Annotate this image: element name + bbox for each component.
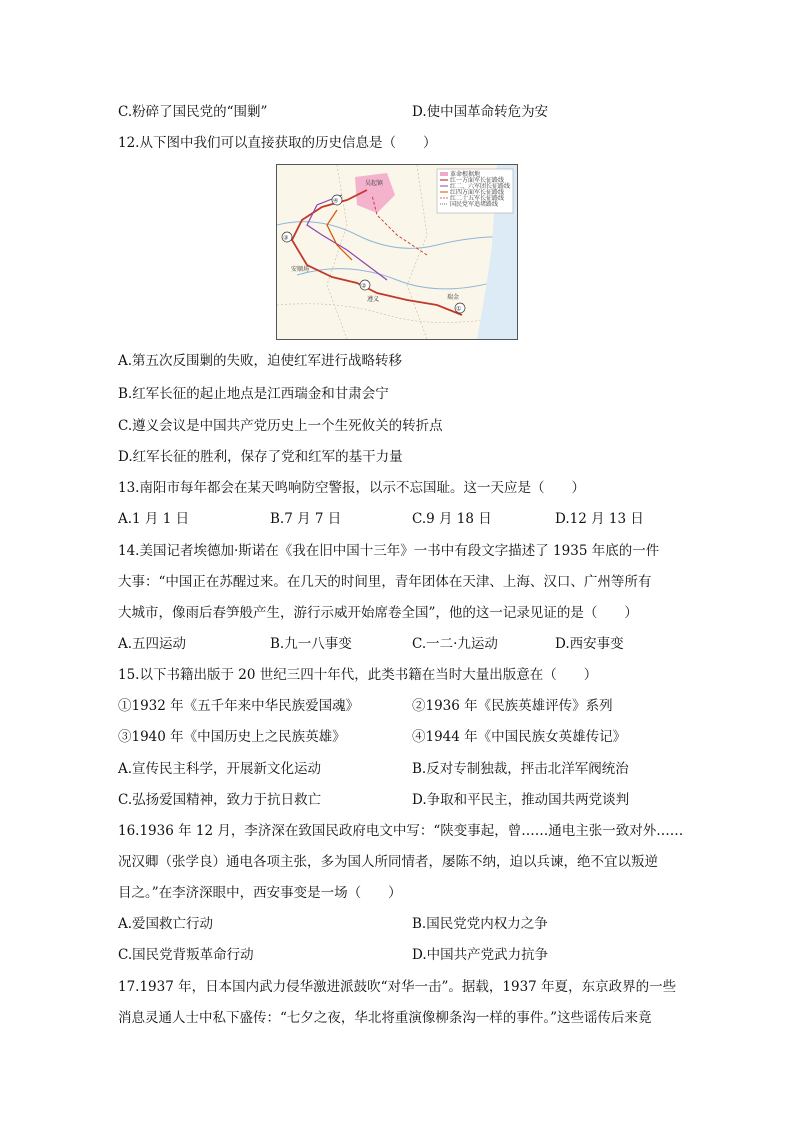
q11-option-c: C.粉碎了国民党的“围剿” — [118, 104, 268, 120]
q15-option-a: A.宣传民主科学，开展新文化运动 — [118, 761, 322, 777]
q12-stem: 12.从下图中我们可以直接获取的历史信息是（ ） — [118, 135, 437, 151]
q12-option-b: B.红军长征的起止地点是江西瑞金和甘肃会宁 — [118, 386, 389, 402]
q14-line-2: 大事：“中国正在苏醒过来。在几天的时间里，青年团体在天津、上海、汉口、广州等所有 — [118, 574, 652, 590]
long-march-map — [276, 164, 518, 340]
legend-1: 红一方面军长征路线 — [450, 177, 505, 184]
legend-3: 红四方面军长征路线 — [450, 189, 505, 196]
q12-option-a: A.第五次反围剿的失败，迫使红军进行战略转移 — [118, 353, 403, 369]
q14-line-1: 14.美国记者埃德加·斯诺在《我在旧中国十三年》一书中有段文字描述了 1935 年底的一件 — [118, 543, 660, 559]
q16-option-a: A.爱国救亡行动 — [118, 916, 214, 932]
q16-line-1: 16.1936 年 12 月，李济深在致国民政府电文中写：“陕变事起，曾……通电主张一致对外…… — [118, 823, 684, 839]
q15-item-1: ①1932 年《五千年来中华民族爱国魂》 — [118, 698, 360, 714]
q14-option-d: D.西安事变 — [555, 636, 624, 652]
q13-option-d: D.12 月 13 日 — [555, 511, 644, 527]
q12-option-d: D.红军长征的胜利，保存了党和红军的基干力量 — [118, 449, 403, 465]
q15-item-3: ③1940 年《中国历史上之民族英雄》 — [118, 729, 346, 745]
marker-3: ③ — [283, 234, 289, 242]
q13-option-c: C.9 月 18 日 — [412, 511, 492, 527]
legend-2: 红二、六军团长征路线 — [450, 183, 511, 190]
label-wuqi: 吴起镇 — [365, 180, 384, 187]
q14-option-c: C.一二·九运动 — [412, 636, 498, 652]
label-zunyi: 遵义 — [367, 296, 380, 303]
marker-2: ② — [361, 282, 367, 290]
label-ruijin: 瑞金 — [447, 294, 460, 301]
q15-item-2: ②1936 年《民族英雄评传》系列 — [412, 698, 613, 714]
q13-option-a: A.1 月 1 日 — [118, 511, 190, 527]
q15-item-4: ④1944 年《中国民族女英雄传记》 — [412, 729, 627, 745]
legend-0: 革命根据地 — [450, 171, 481, 178]
q16-option-b: B.国民党党内权力之争 — [412, 916, 548, 932]
q15-option-d: D.争取和平民主，推动国共两党谈判 — [412, 792, 630, 808]
q14-line-3: 大城市，像雨后春笋般产生，游行示威开始席卷全国”，他的这一记录见证的是（ ） — [118, 605, 638, 621]
legend-4: 红二十五军长征路线 — [450, 195, 505, 202]
q16-option-c: C.国民党背叛革命行动 — [118, 947, 254, 963]
q15-option-b: B.反对专制独裁，抨击北洋军阀统治 — [412, 761, 629, 777]
q15-option-c: C.弘扬爱国精神，致力于抗日救亡 — [118, 792, 322, 808]
q11-option-d: D.使中国革命转危为安 — [412, 104, 549, 120]
q16-line-2: 况汉卿（张学良）通电各项主张，多为国人所同情者，屡陈不纳，迫以兵谏，绝不宜以叛逆 — [118, 854, 658, 870]
q12-option-c: C.遵义会议是中国共产党历史上一个生死攸关的转折点 — [118, 418, 443, 434]
route-red-army-4 — [327, 210, 352, 260]
q16-line-3: 目之。”在李济深眼中，西安事变是一场（ ） — [118, 885, 402, 901]
q16-option-d: D.中国共产党武力抗争 — [412, 947, 549, 963]
q14-option-a: A.五四运动 — [118, 636, 187, 652]
marker-1: ① — [456, 305, 462, 313]
q17-line-1: 17.1937 年，日本国内武力侵华激进派鼓吹“对华一击”。据载，1937 年夏，东京政界的一些 — [118, 979, 677, 995]
marker-4: ④ — [333, 197, 339, 205]
q13-stem: 13.南阳市每年都会在某天鸣响防空警报，以示不忘国耻。这一天应是（ ） — [118, 480, 585, 496]
label-anshunchang: 安顺场 — [291, 266, 310, 273]
legend-5: 国民党军追堵路线 — [450, 201, 499, 208]
q15-stem: 15.以下书籍出版于 20 世纪三四十年代，此类书籍在当时大量出版意在（ ） — [118, 667, 598, 683]
q14-option-b: B.九一八事变 — [270, 636, 352, 652]
q13-option-b: B.7 月 7 日 — [270, 511, 342, 527]
q17-line-2: 消息灵通人士中私下盛传：“七夕之夜，华北将重演像柳条沟一样的事件。”这些谣传后来竟 — [118, 1010, 652, 1026]
